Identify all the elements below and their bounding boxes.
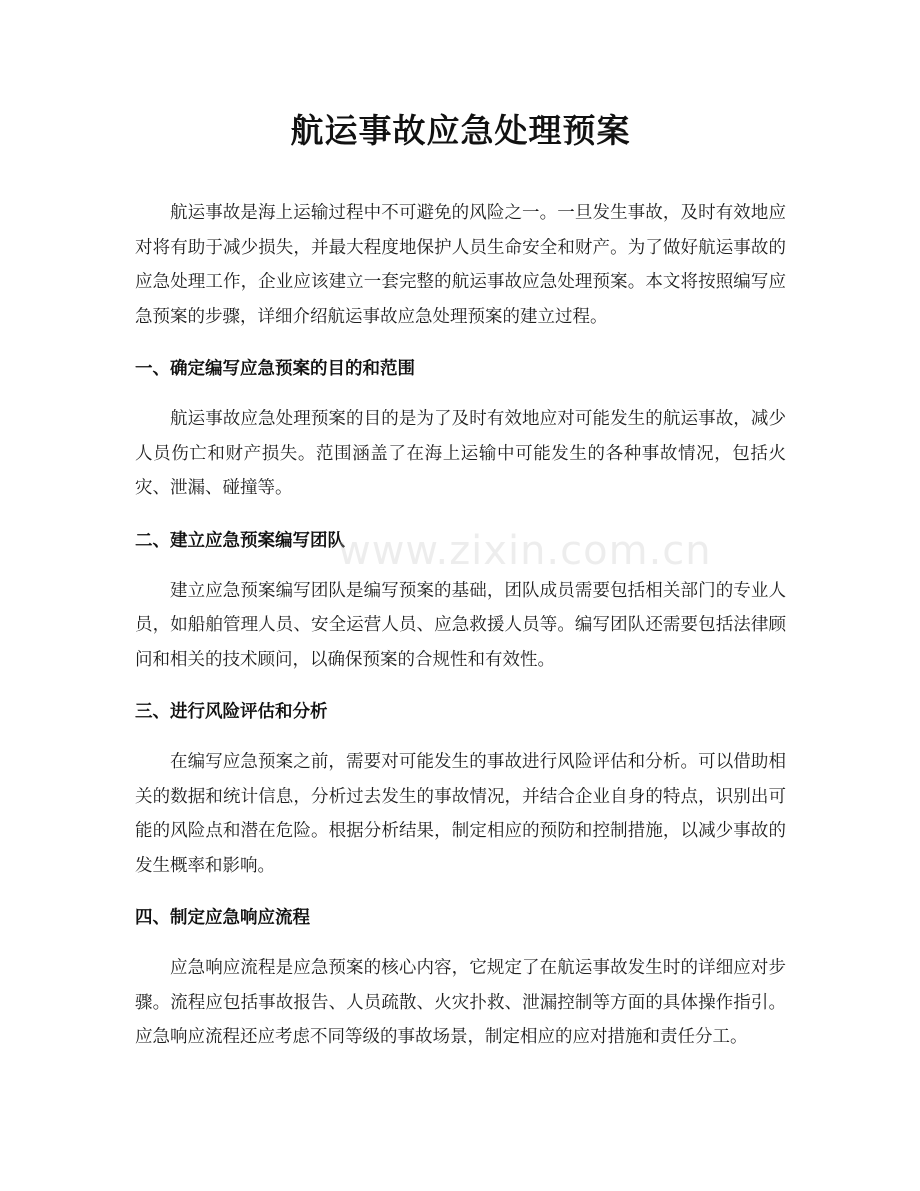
section-body-1: 航运事故应急处理预案的目的是为了及时有效地应对可能发生的航运事故，减少人员伤亡和财产损失。范围涵盖了在海上运输中可能发生的各种事故情况，包括火灾、泄漏、碰撞等。: [135, 409, 786, 498]
section-body-4: 应急响应流程是应急预案的核心内容，它规定了在航运事故发生时的详细应对步骤。流程应包括事故报告、人员疏散、火灾扑救、泄漏控制等方面的具体操作指引。应急响应流程还应考虑不同等级的事故场景，制定相应的应对措施和责任分工。: [135, 958, 786, 1047]
section-body-2: 建立应急预案编写团队是编写预案的基础，团队成员需要包括相关部门的专业人员，如船舶管理人员、安全运营人员、应急救援人员等。编写团队还需要包括法律顾问和相关的技术顾问，以确保预案的合规性和有效性。: [135, 580, 786, 670]
document-title: 航运事故应急处理预案: [290, 111, 631, 150]
watermark: www.zixin.com.cn: [338, 528, 712, 574]
section-body-3: 在编写应急预案之前，需要对可能发生的事故进行风险评估和分析。可以借助相关的数据和统计信息，分析过去发生的事故情况，并结合企业自身的特点，识别出可能的风险点和潜在危险。根据分析结果，制定相应的预防和控制措施，以减少事故的发生概率和影响。: [135, 752, 786, 876]
section-heading-3: 三、进行风险评估和分析: [135, 702, 328, 722]
section-heading-2: 二、建立应急预案编写团队: [135, 530, 345, 551]
section-heading-1: 一、确定编写应急预案的目的和范围: [135, 359, 415, 379]
section-heading-4: 四、制定应急响应流程: [135, 908, 310, 928]
intro-paragraph: 航运事故是海上运输过程中不可避免的风险之一。一旦发生事故，及时有效地应对将有助于减少损失，并最大程度地保护人员生命安全和财产。为了做好航运事故的应急处理工作，企业应该建立一套完整的航运事故应急处理预案。本文将按照编写应急预案的步骤，详细介绍航运事故应急处理预案的建立过程。: [135, 203, 786, 327]
